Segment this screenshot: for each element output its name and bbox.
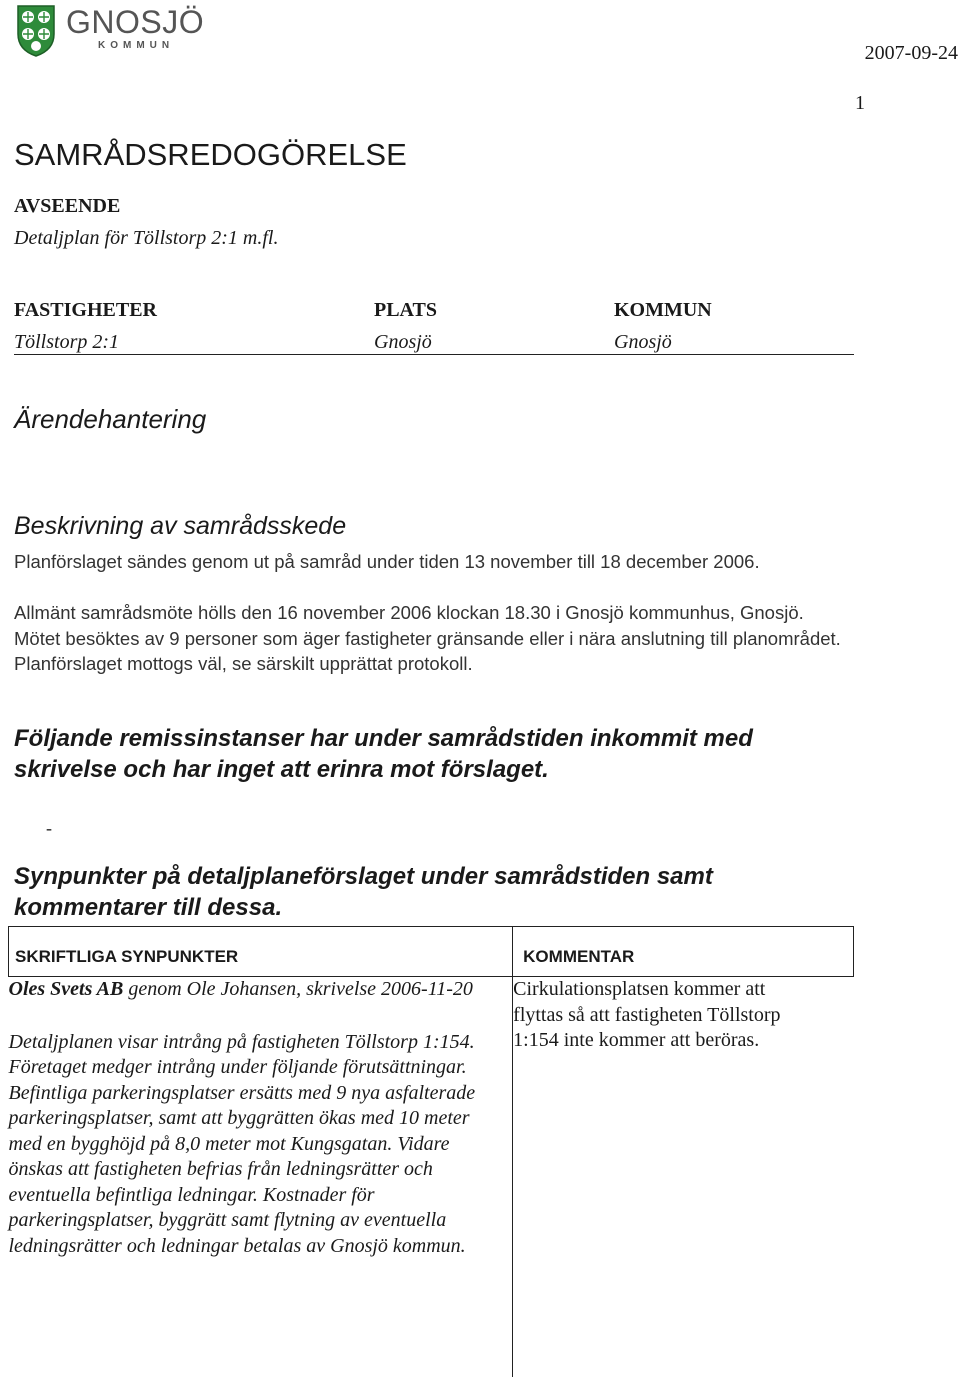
page-number: 1 [855, 92, 865, 114]
synpunkter-heading: Synpunkter på detaljplaneförslaget under samrådstiden samt kommentarer till dessa. [14, 863, 713, 921]
property-headers [14, 299, 854, 325]
document-title: SAMRÅDSREDOGÖRELSE [14, 137, 407, 172]
table-header-synpunkter: SKRIFTLIGA SYNPUNKTER [9, 927, 513, 977]
table-header-kommentar: KOMMENTAR [513, 927, 854, 977]
value-kommun: Gnosjö [614, 331, 672, 353]
header-fastigheter: FASTIGHETER [14, 299, 157, 321]
sender-name: Oles Svets AB [8, 978, 124, 1000]
logo-subtitle: KOMMUN [98, 40, 175, 51]
sender-line [9, 977, 489, 1003]
header-plats: PLATS [374, 299, 437, 321]
beskrivning-paragraph: Allmänt samrådsmöte hölls den 16 november 2006 klockan 18.30 i Gnosjö kommunhus, Gnosjö. Mötet besöktes av 9 personer som äger fastigheter gränsande eller i nära anslutning till planområdet. Planförslaget mottogs väl, se särskilt upprättat protokoll. [14, 602, 841, 674]
avseende-label: AVSEENDE [14, 195, 121, 217]
synpunkter-table [8, 926, 854, 1377]
beskrivning-line: Planförslaget sändes genom ut på samråd under tiden 13 november till 18 december 2006. [14, 551, 760, 572]
divider [14, 354, 854, 355]
coat-of-arms-icon [16, 4, 56, 58]
arendehantering-heading: Ärendehantering [14, 404, 207, 434]
kommentar-text: Cirkulationsplatsen kommer att flyttas så att fastigheten Töllstorp 1:154 inte kommer att beröras. [513, 978, 781, 1051]
beskrivning-heading: Beskrivning av samrådsskede [14, 512, 347, 540]
municipality-logo [16, 4, 216, 58]
logo-title: GNOSJÖ [66, 4, 205, 40]
kommentar-cell [513, 977, 854, 1377]
synpunkt-cell [9, 977, 513, 1377]
value-plats: Gnosjö [374, 331, 432, 353]
avseende-value: Detaljplan för Töllstorp 2:1 m.fl. [14, 227, 279, 249]
remiss-dash: - [46, 818, 52, 838]
table-row [9, 977, 854, 1377]
table-header-row [9, 927, 854, 977]
remiss-heading: Följande remissinstanser har under samrådstiden inkommit med skrivelse och har inget att erinra mot förslaget. [14, 725, 753, 783]
document-date: 2007-09-24 [864, 42, 958, 64]
header-kommun: KOMMUN [614, 299, 712, 321]
synpunkt-text: Detaljplanen visar intrång på fastigheten Töllstorp 1:154. Företaget medger intrång under följande förutsättningar. Befintliga parkeringsplatser ersätts med 9 nya asfalterade parkeringsplatser, samt att byggrätten ökas med 10 meter med en bygghöjd på 8,0 meter mot Kungsgatan. Vidare önskas att fastigheten befrias från ledningsrätter och eventuella befintliga ledningar. Kostnader för parkeringsplatser, byggrätt samt flytning av eventuella ledningsrätter och ledningar betalas av Gnosjö kommun. [8, 1030, 476, 1257]
sender-details: genom Ole Johansen, skrivelse 2006-11-20 [123, 978, 473, 1000]
value-fastigheter: Töllstorp 2:1 [14, 331, 120, 353]
